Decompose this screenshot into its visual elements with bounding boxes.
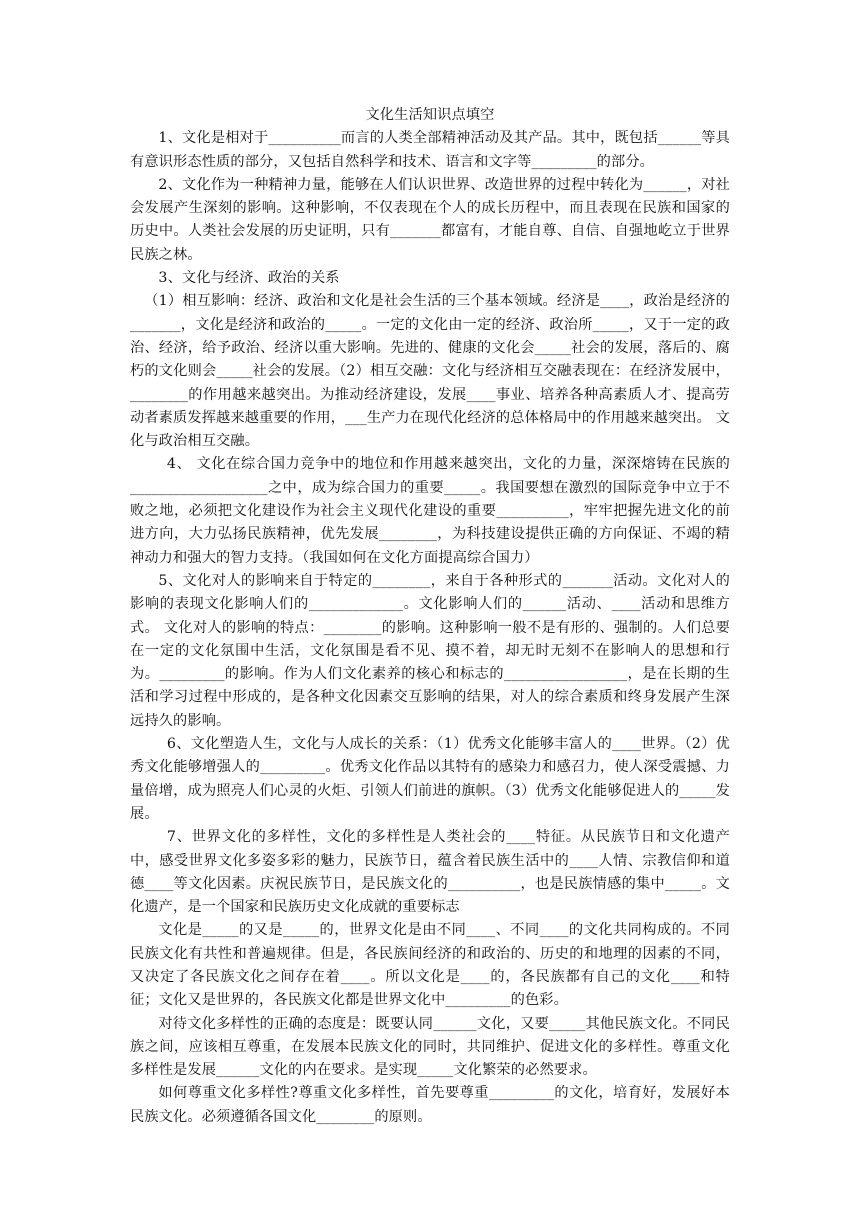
paragraph-10: 如何尊重文化多样性?尊重文化多样性，首先要尊重_________的文化，培育好，发展好本民族文化。必须遵循各国文化________的原则。 [130,1085,730,1125]
paragraph-7: 7、世界文化的多样性，文化的多样性是人类社会的____特征。从民族节日和文化遗产中，感受世界文化多姿多彩的魅力，民族节日，蕴含着民族生活中的____人情、宗教信仰和道德____等文化因素。庆祝民族节日，是民族文化的__________，也是民族情感的集中_____。文化遗产，是一个国家和民族历史文化成就的重要标志 [130,829,730,916]
document-title: 文化生活知识点填空 [365,107,495,123]
paragraph-1: 1、文化是相对于__________而言的人类全部精神活动及其产品。其中，既包括______等具有意识形态性质的部分，又包括自然科学和技术、语言和文字等_________的部分。 [130,130,730,170]
paragraph-6: 6、文化塑造人生，文化与人成长的关系：（1）优秀文化能够丰富人的____世界。（2）优秀文化能够增强人的_________。优秀文化作品以其特有的感染力和感召力，使人深受震撼、力量倍增，成为照亮人们心灵的火炬、引领人们前进的旗帜。（3）优秀文化能够促进人的_____发展。 [130,736,730,822]
paragraph-5: 5、文化对人的影响来自于特定的________，来自于各种形式的_______活动。文化对人的影响的表现文化影响人们的_____________。文化影响人们的______活动、____活动和思维方式。 文化对人的影响的特点：________的影响。这种影响一般不是有形的、强制的。人们总要在一定的文化氛围中生活，文化氛围是看不见、摸不着，却无时无刻不在影响人的思想和行为。_________的影响。作为人们文化素养的核心和标志的_________________，是在长期的生活和学习过程中形成的，是各种文化因素交互影响的结果，对人的综合素质和终身发展产生深远持久的影响。 [130,572,730,729]
paragraph-4: 4、 文化在综合国力竞争中的地位和作用越来越突出，文化的力量，深深熔铸在民族的___________________之中，成为综合国力的重要_____。我国要想在激烈的国际竞争中立于不败之地，必须把文化建设作为社会主义现代化建设的重要__________，牢牢把握先进文化的前进方向，大力弘扬民族精神，优先发展________，为科技建设提供正确的方向保证、不竭的精神动力和强大的智力支持。（我国如何在文化方面提高综合国力） [130,456,730,566]
paragraph-8: 文化是_____的又是_____的，世界文化是由不同____、不同____的文化共同构成的。不同民族文化有共性和普遍规律。但是，各民族间经济的和政治的、历史的和地理的因素的不同，又决定了各民族文化之间存在着____。所以文化是____的，各民族都有自己的文化____和特征；文化又是世界的，各民族文化都是世界文化中_________的色彩。 [130,922,730,1009]
paragraph-3-body: （1）相互影响：经济、政治和文化是社会生活的三个基本领域。经济是____，政治是经济的_______，文化是经济和政治的_____。一定的文化由一定的经济、政治所_____，又于一定的政治、经济，给予政治、经济以重大影响。先进的、健康的文化会_____社会的发展，落后的、腐朽的文化则会_____社会的发展。（2）相互交融：文化与经济相互交融表现在：在经济发展中，________的作用越来越突出。为推动经济建设，发展____事业、培养各种高素质人才、提高劳动者素质发挥越来越重要的作用，___生产力在现代化经济的总体格局中的作用越来越突出。 文化与政治相互交融。 [130,293,730,450]
paragraph-2: 2、文化作为一种精神力量，能够在人们认识世界、改造世界的过程中转化为______，对社会发展产生深刻的影响。这种影响，不仅表现在个人的成长历程中，而且表现在民族和国家的历史中。人类社会发展的历史证明，只有_______都富有，才能自尊、自信、自强地屹立于世界民族之林。 [130,176,730,263]
paragraph-9: 对待文化多样性的正确的态度是：既要认同______文化，又要_____其他民族文化。不同民族之间，应该相互尊重，在发展本民族文化的同时，共同维护、促进文化的多样性。尊重文化多样性是发展______文化的内在要求。是实现_____文化繁荣的必然要求。 [130,1015,730,1079]
paragraph-3-heading: 3、文化与经济、政治的关系 [158,270,340,287]
